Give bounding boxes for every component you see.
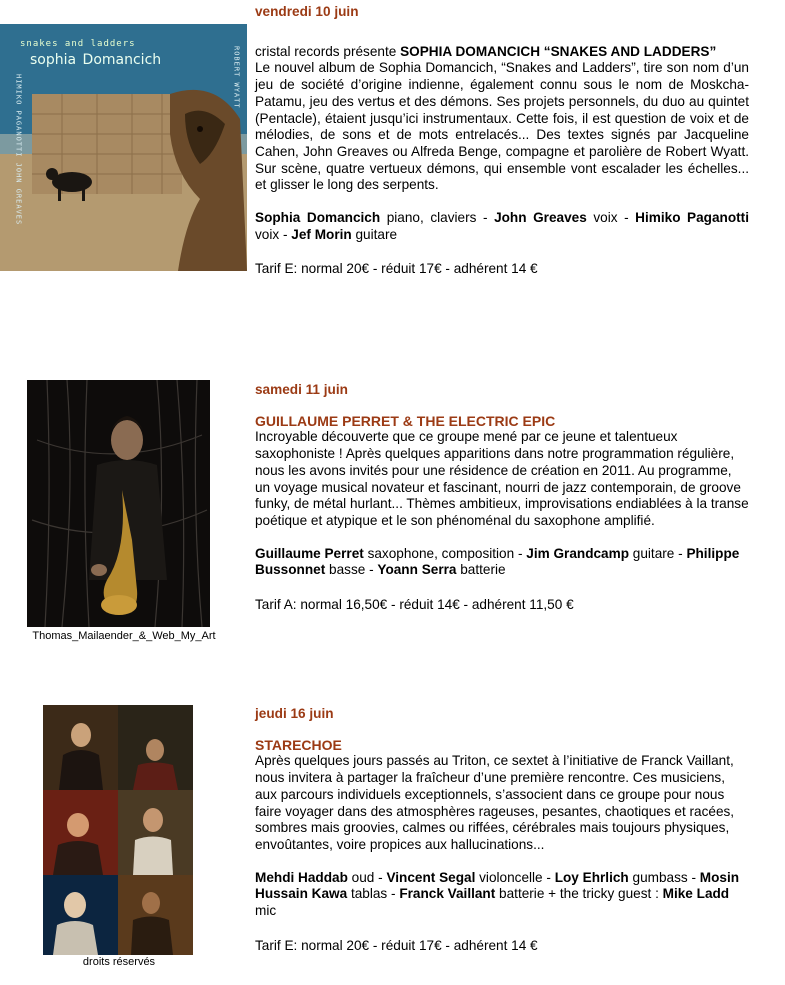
musician-name: Jim Grandcamp — [526, 545, 630, 561]
event-musicians — [255, 870, 749, 920]
photo-credit-caption: droits réservés — [82, 956, 156, 968]
musician-role: piano, claviers - — [380, 210, 495, 226]
musician-name: Mike Ladd — [662, 886, 730, 902]
event-sophia-domancich — [0, 0, 785, 330]
event-date: jeudi 16 juin — [255, 706, 334, 721]
musician-name: Mosin Hussain Kawa — [255, 869, 740, 902]
musician-role: saxophone, composition - — [363, 545, 527, 561]
musician-name: Philippe Bussonnet — [255, 545, 740, 578]
cover-vertical-names-right: ROBERT WYATT — [232, 46, 241, 109]
event-title: SOPHIA DOMANCICH “SNAKES AND LADDERS” — [400, 43, 717, 59]
musician-role: mic — [255, 903, 277, 919]
event-description: Le nouvel album de Sophia Domancich, “Snakes and Ladders”, tire son nom d’un jeu de société d’origine indienne, également connu sous le nom de Moskcha- Patamu, jeu des vertus et des démons. Ses projets personnels, du duo au quintet (Pentacle), étaient jusqu’ici instrumentaux. Cette fois, il est question de voix et de mélodies, de sons et de mots entrelacés... Des textes signés par Jacqueline Cahen, John Greaves ou Alfreda Benge, compagne et parolière de Robert Wyatt. Sur scène, quatre vertueux démons, qui ensemble vont escalader les échelles... et glisser le long des serpents. — [255, 60, 749, 193]
musician-role: batterie + the tricky guest : — [495, 886, 663, 902]
event-text-column — [255, 0, 749, 278]
musician-role: oud - — [347, 869, 387, 885]
event-title-line — [255, 44, 749, 61]
event-title: STARECHOE — [255, 736, 342, 753]
event-presenter: cristal records présente — [255, 43, 401, 59]
event-date: samedi 11 juin — [255, 382, 348, 397]
event-date: vendredi 10 juin — [255, 4, 359, 19]
musician-name: Sophia Domancich — [255, 210, 381, 226]
event-starechoe — [0, 702, 785, 985]
musician-name: John Greaves — [494, 210, 587, 226]
cover-artist-last: Domancich — [82, 52, 162, 68]
musician-role: voix - — [586, 210, 636, 226]
event-price: Tarif E: normal 20€ - réduit 17€ - adhérent 14 € — [255, 937, 538, 953]
event-text-column — [255, 702, 749, 954]
musician-role: guitare — [351, 226, 398, 242]
musician-role: batterie — [456, 562, 506, 578]
event-guillaume-perret — [0, 378, 785, 668]
musician-name: Mehdi Haddab — [255, 869, 348, 885]
musician-name: Himiko Paganotti — [635, 210, 749, 226]
event-price: Tarif A: normal 16,50€ - réduit 14€ - adhérent 11,50 € — [255, 597, 574, 613]
musician-role: gumbass - — [628, 869, 700, 885]
musician-name: Guillaume Perret — [255, 545, 364, 561]
event-musicians — [255, 546, 749, 579]
cover-vertical-names-left: HIMIKO PAGANOTTI JOHN GREAVES — [14, 74, 23, 226]
event-description: Après quelques jours passés au Triton, ce sextet à l’initiative de Franck Vaillant, nous invitera à partager la fraîcheur d’une première rencontre. Ces musiciens, aux parcours individuels exceptionnels, s’associent dans ce groupe pour nous faire voyager dans des atmosphères rageuses, pesantes, chaotiques et racées, sombres mais groovies, calmes ou riffées, cérébrales mais toujours physiques, envoûtantes, voire propices aux hallucinations... — [255, 753, 735, 852]
event-text-column — [255, 378, 749, 614]
musician-role: guitare - — [629, 545, 687, 561]
cover-title-text: snakes and ladders — [20, 39, 136, 49]
musician-role: tablas - — [347, 886, 400, 902]
photo-guillaume-perret — [27, 380, 210, 627]
event-title: GUILLAUME PERRET & THE ELECTRIC EPIC — [255, 412, 556, 429]
musician-name: Franck Vaillant — [399, 886, 496, 902]
musician-name: Vincent Segal — [386, 869, 476, 885]
photo-credit-caption: Thomas_Mailaender_&_Web_My_Art — [32, 630, 216, 642]
event-musicians — [255, 210, 749, 243]
event-price: Tarif E: normal 20€ - réduit 17€ - adhérent 14 € — [255, 261, 538, 277]
musician-name: Yoann Serra — [377, 562, 457, 578]
musician-name: Loy Ehrlich — [554, 869, 629, 885]
musician-role: basse - — [325, 562, 378, 578]
musician-name: Jef Morin — [291, 226, 352, 242]
event-description: Incroyable découverte que ce groupe mené par ce jeune et talentueux saxophoniste ! Après quelques apparitions dans notre programmation régulière, nous les avons invités pour une résidence de création en 2011. Au programme, un voyage musical novateur et fascinant, nourri de jazz contemporain, de groove funky, de métal hurlant... Thèmes ambitieux, improvisations endiablées à la transe poétique et atypique et le son phénoménal du saxophone amplifié. — [255, 429, 749, 528]
musician-role: violoncelle - — [475, 869, 555, 885]
cover-artist-first: sophia — [30, 52, 77, 68]
photo-starechoe-collage — [43, 705, 193, 955]
musician-role: voix - — [255, 226, 292, 242]
album-cover-snakes-and-ladders — [0, 24, 247, 271]
